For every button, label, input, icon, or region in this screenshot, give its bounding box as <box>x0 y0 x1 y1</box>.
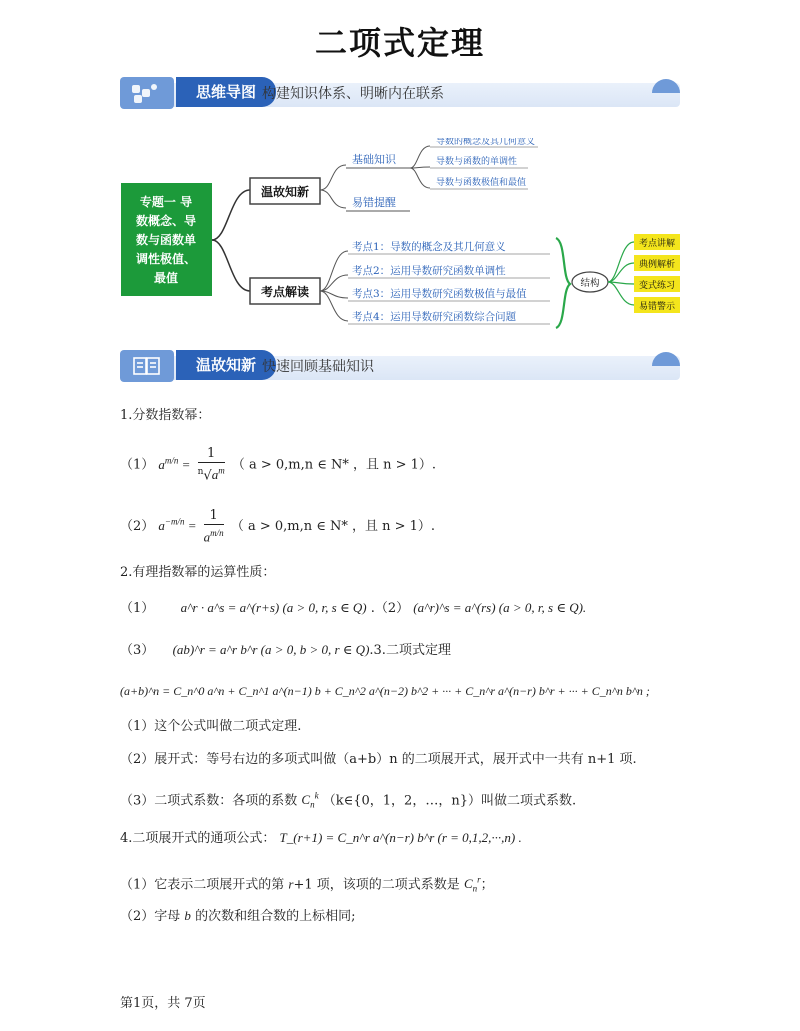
mindmap-point: 考点1：导数的概念及其几何意义 <box>352 241 506 253</box>
formula-lhs: $a^{-m/n}$ = <box>158 516 197 534</box>
mindmap-branch-kaodian: 考点解读 <box>260 285 310 299</box>
paragraph: （1）它表示二项展开式的第 r+1 项，该项的二项式系数是 $C_n^r$； <box>120 875 494 894</box>
mindmap-point: 考点3：运用导数研究函数极值与最值 <box>352 288 527 300</box>
binomial-formula: (a+b)^n = C_n^0 a^n + C_n^1 a^(n−1) b + C_n^2 a^(n−2) b^2 + ··· + C_n^r a^(n−r) b^r + ··· + C_n^n b^n ; <box>120 684 650 698</box>
mindmap-tag: 典例解析 <box>638 260 676 270</box>
section-banner-review <box>120 350 680 382</box>
formula: (ab)^r = a^r b^r (a > 0, b > 0, r ∈ Q) <box>172 642 370 657</box>
paragraph-part: （1）它表示二项展开式的第 <box>120 877 285 893</box>
section-heading: 4.二项展开式的通项公式： <box>120 831 276 846</box>
page-title: 二项式定理 <box>314 24 485 62</box>
puzzle-icon <box>120 77 174 109</box>
section-heading: 2.有理指数幂的运算性质： <box>120 565 276 580</box>
combination-symbol: $C_n^k$ <box>301 791 319 810</box>
fraction: $\frac{1}{a^{m/n}}$ <box>203 508 224 545</box>
mindmap-basic-knowledge: 基础知识 <box>352 153 396 166</box>
fraction: $\frac{1}{^n√a^m}$ <box>197 446 225 484</box>
mindmap-point: 考点2：运用导数研究函数单调性 <box>352 265 506 277</box>
mindmap-tag: 变式练习 <box>638 281 676 291</box>
general-term-formula: T_(r+1) = C_n^r a^(n−r) b^r (r = 0,1,2,···,n) . <box>279 830 522 845</box>
banner-subtitle: 构建知识体系、明晰内在联系 <box>262 86 444 102</box>
banner-subtitle: 快速回顾基础知识 <box>262 359 374 375</box>
page-footer: 第1页，共 7页 <box>120 996 206 1011</box>
mindmap-basic-item: 导数与函数的单调性 <box>436 157 518 167</box>
mindmap-point: 考点4：运用导数研究函数综合问题 <box>352 311 517 323</box>
green-bracket <box>556 238 570 328</box>
paragraph-part: （k∈{0，1，2，…，n}）叫做二项式系数. <box>322 793 577 809</box>
banner-halfcircle <box>652 79 680 93</box>
formula-condition: （ a > 0,m,n ∈ N* ，且 n > 1）. <box>230 519 436 535</box>
mindmap-root-line: 专题一 导 <box>139 195 193 209</box>
banner-tag: 思维导图 <box>176 77 276 107</box>
mindmap-pitfall: 易错提醒 <box>352 196 396 209</box>
formula-line <box>120 640 451 661</box>
section-heading: 1.分数指数幂： <box>120 408 211 423</box>
math-symbol: b <box>184 908 191 923</box>
book-icon <box>120 350 174 382</box>
mindmap-basic-item: 导数的概念及其几何意义 <box>436 138 536 147</box>
paragraph-part: （3）二项式系数：各项的系数 <box>120 793 298 809</box>
paragraph-part: 的次数和组合数的上标相同; <box>195 909 356 924</box>
paragraph <box>120 786 576 815</box>
formula-line <box>120 598 586 619</box>
paragraph <box>120 906 355 927</box>
combination-symbol: $C_n^r$ <box>463 875 481 894</box>
item-label: （3） <box>120 643 155 658</box>
mindmap-basic-item: 导数与函数极值和最值 <box>436 178 527 188</box>
math-symbol: r <box>288 876 294 892</box>
formula: a^r · a^s = a^(r+s) (a > 0, r, s ∈ Q) <box>180 600 367 615</box>
item-label: （1） <box>120 601 155 616</box>
item-label: （2） <box>120 519 155 535</box>
mindmap-root-line: 最值 <box>153 271 179 285</box>
paragraph-part: （2）字母 <box>120 909 181 924</box>
mindmap-root-line: 调性极值、 <box>135 252 197 266</box>
paragraph: （1）这个公式叫做二项式定理. <box>120 719 302 734</box>
formula-line <box>120 508 435 548</box>
mindmap-tag: 考点讲解 <box>638 239 676 249</box>
mindmap-branch-wengu: 温故知新 <box>260 185 310 199</box>
mindmap-tag: 易错警示 <box>638 302 676 312</box>
mindmap-root-line: 数与函数单 <box>135 233 197 247</box>
item-label: （1） <box>120 457 155 473</box>
mindmap-root-line: 数概念、导 <box>135 214 197 228</box>
paragraph: （2）展开式：等号右边的多项式叫做（a+b）n 的二项展开式，展开式中一共有 n+1 项. <box>120 752 637 767</box>
formula-line <box>120 828 522 849</box>
mindmap-structure: 结构 <box>580 278 600 289</box>
formula-condition: （ a > 0,m,n ∈ N* ，且 n > 1）. <box>231 457 437 473</box>
banner-halfcircle <box>652 352 680 366</box>
formula: (a^r)^s = a^(rs) (a > 0, r, s ∈ Q). <box>413 600 587 615</box>
item-label: .（2） <box>370 601 410 616</box>
formula-line <box>120 446 436 486</box>
banner-tag: 温故知新 <box>176 350 276 380</box>
paragraph-part: 项，该项的二项式系数是 <box>316 877 460 893</box>
section-banner-mindmap <box>120 77 680 109</box>
mind-map <box>118 138 684 338</box>
formula-lhs: $a^{m/n}$ = <box>158 455 191 472</box>
inline-heading: .3.二项式定理 <box>369 643 451 658</box>
